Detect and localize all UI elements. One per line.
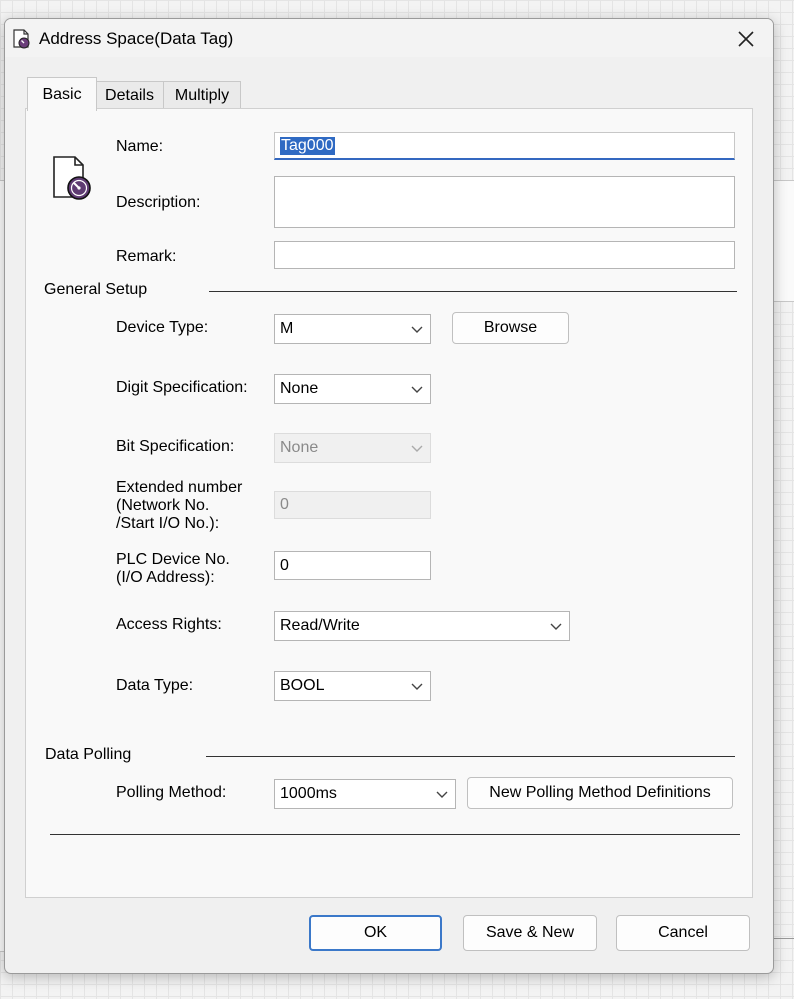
name-input[interactable] (274, 132, 735, 160)
tab-basic-label: Basic (42, 85, 82, 103)
ok-button[interactable] (309, 915, 442, 951)
cancel-button-label: Cancel (658, 924, 708, 941)
chevron-down-icon (549, 620, 563, 632)
chevron-down-icon (410, 442, 424, 454)
extended-number-input[interactable] (274, 491, 431, 519)
new-polling-method-definitions-button[interactable] (467, 777, 733, 809)
save-and-new-button[interactable] (463, 915, 597, 951)
bit-spec-label: Bit Specification: (116, 438, 235, 455)
digit-spec-value: None (280, 380, 319, 397)
name-value: Tag000 (281, 136, 334, 154)
plc-device-no-value: 0 (280, 556, 289, 574)
browse-button-label: Browse (483, 319, 538, 336)
data-type-select[interactable] (274, 671, 431, 701)
device-type-label: Device Type: (116, 319, 209, 336)
background-divider (772, 938, 794, 939)
plc-device-no-label: PLC Device No. (I/O Address): (116, 551, 230, 586)
cancel-button[interactable] (616, 915, 750, 951)
address-space-dialog (4, 18, 774, 974)
access-rights-select[interactable] (274, 611, 570, 641)
tab-basic[interactable] (27, 77, 97, 111)
close-icon (737, 30, 755, 48)
tab-multiply-label: Multiply (174, 87, 230, 104)
polling-method-select[interactable] (274, 779, 456, 809)
title-bar (5, 19, 773, 57)
device-type-select[interactable] (274, 314, 431, 344)
ok-button-label: OK (363, 924, 388, 941)
access-rights-value: Read/Write (280, 617, 360, 634)
general-setup-divider (209, 291, 737, 292)
background-panel-right (772, 180, 794, 302)
browse-button[interactable] (452, 312, 569, 344)
description-label: Description: (116, 194, 201, 211)
name-label: Name: (116, 138, 164, 155)
tab-details[interactable] (94, 81, 165, 110)
data-polling-heading: Data Polling (45, 746, 132, 763)
tab-details-label: Details (105, 87, 154, 104)
close-button[interactable] (727, 25, 765, 53)
data-type-value: BOOL (280, 677, 325, 694)
chevron-down-icon (410, 383, 424, 395)
extended-number-value: 0 (280, 496, 289, 513)
digit-spec-label: Digit Specification: (116, 379, 248, 396)
bottom-divider (50, 834, 740, 835)
description-input[interactable] (274, 176, 735, 228)
bit-spec-value: None (280, 439, 319, 456)
digit-spec-select[interactable] (274, 374, 431, 404)
data-polling-divider (206, 756, 735, 757)
remark-label: Remark: (116, 248, 177, 265)
plc-device-no-input[interactable] (274, 551, 431, 580)
general-setup-heading: General Setup (44, 281, 148, 298)
data-tag-gauge-icon (49, 153, 97, 203)
tab-multiply[interactable] (163, 81, 241, 110)
chevron-down-icon (410, 680, 424, 692)
window-title: Address Space(Data Tag) (39, 29, 234, 48)
data-type-label: Data Type: (116, 677, 194, 694)
new-polling-method-definitions-label: New Polling Method Definitions (489, 784, 711, 801)
save-and-new-button-label: Save & New (485, 924, 575, 941)
bit-spec-select[interactable] (274, 433, 431, 463)
extended-number-label: Extended number (Network No. /Start I/O No.): (116, 479, 243, 532)
tag-document-icon (11, 28, 33, 50)
access-rights-label: Access Rights: (116, 616, 222, 633)
chevron-down-icon (435, 788, 449, 800)
polling-method-value: 1000ms (280, 785, 337, 802)
remark-input[interactable] (274, 241, 735, 269)
device-type-value: M (280, 320, 294, 337)
polling-method-label: Polling Method: (116, 784, 227, 801)
chevron-down-icon (410, 323, 424, 335)
